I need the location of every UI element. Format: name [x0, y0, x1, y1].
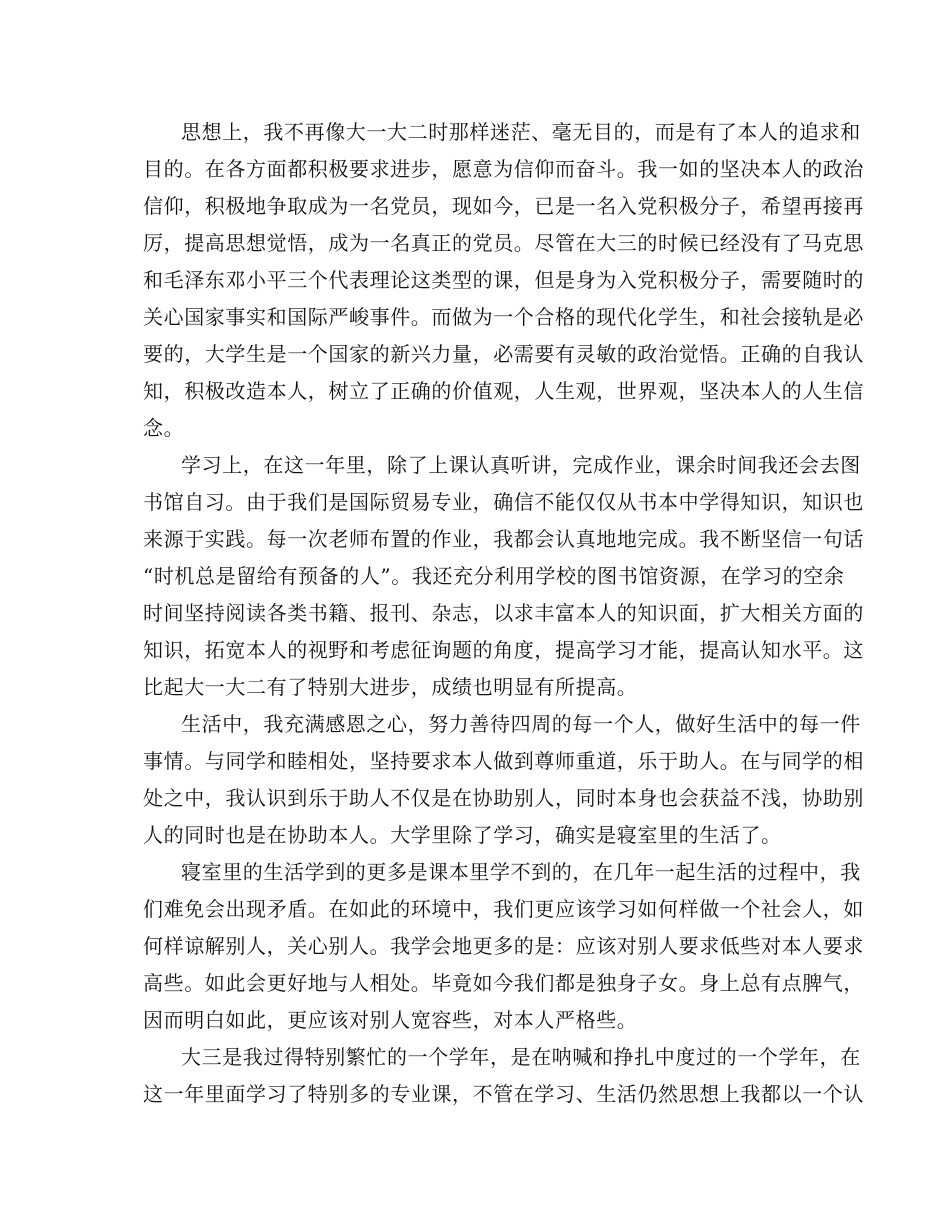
- paragraph-4-line-5: 因而明白如此，更应该对别人宽容些，对本人严格些。: [143, 1008, 638, 1032]
- paragraph-4-line-1: 寝室里的生活学到的更多是课本里学不到的，在几年一起生活的过程中，我: [181, 860, 861, 884]
- paragraph-1-line-5: 和毛泽东邓小平三个代表理论这类型的课，但是身为入党积极分子，需要随时的: [143, 268, 864, 292]
- paragraph-1-line-6: 关心国家事实和国际严峻事件。而做为一个合格的现代化学生，和社会接轨是必: [143, 305, 864, 329]
- paragraph-2-line-7: 比起大一大二有了特别大进步，成绩也明显有所提高。: [143, 675, 638, 699]
- paragraph-5-line-2: 这一年里面学习了特别多的专业课，不管在学习、生活仍然思想上我都以一个认: [143, 1082, 864, 1106]
- paragraph-1-line-1: 思想上，我不再像大一大二时那样迷茫、毫无目的，而是有了本人的追求和: [181, 120, 861, 144]
- paragraph-3-line-2: 事情。与同学和睦相处，坚持要求本人做到尊师重道，乐于助人。在与同学的相: [143, 749, 864, 773]
- paragraph-1-line-2: 目的。在各方面都积极要求进步，愿意为信仰而奋斗。我一如的坚决本人的政治: [143, 157, 864, 181]
- paragraph-2-line-3: 来源于实践。每一次老师布置的作业，我都会认真地地完成。我不断坚信一句话: [143, 527, 864, 551]
- paragraph-1-line-9: 念。: [143, 416, 185, 440]
- paragraph-4-line-2: 们难免会出现矛盾。在如此的环境中，我们更应该学习如何样做一个社会人，如: [143, 897, 864, 921]
- paragraph-2-line-2: 书馆自习。由于我们是国际贸易专业，确信不能仅仅从书本中学得知识，知识也: [143, 490, 864, 514]
- paragraph-2-line-1: 学习上，在这一年里，除了上课认真听讲，完成作业，课余时间我还会去图: [181, 453, 861, 477]
- paragraph-2-line-5: 时间坚持阅读各类书籍、报刊、杂志，以求丰富本人的知识面，扩大相关方面的: [143, 601, 864, 625]
- paragraph-3-line-3: 处之中，我认识到乐于助人不仅是在协助别人，同时本身也会获益不浅，协助别: [143, 786, 864, 810]
- paragraph-4-line-3: 何样谅解别人，关心别人。我学会地更多的是：应该对别人要求低些对本人要求: [143, 934, 864, 958]
- paragraph-2-line-6: 知识，拓宽本人的视野和考虑征询题的角度，提高学习才能，提高认知水平。这: [143, 638, 864, 662]
- paragraph-4-line-4: 高些。如此会更好地与人相处。毕竟如今我们都是独身子女。身上总有点脾气，: [143, 971, 864, 995]
- paragraph-2-line-4: “时机总是留给有预备的人”。我还充分利用学校的图书馆资源，在学习的空余: [143, 564, 845, 588]
- paragraph-5-line-1: 大三是我过得特别繁忙的一个学年，是在呐喊和挣扎中度过的一个学年，在: [181, 1045, 861, 1069]
- paragraph-3-line-4: 人的同时也是在协助本人。大学里除了学习，确实是寝室里的生活了。: [143, 823, 782, 847]
- paragraph-1-line-3: 信仰，积极地争取成为一名党员，现如今，已是一名入党积极分子，希望再接再: [143, 194, 864, 218]
- paragraph-1-line-8: 知，积极改造本人，树立了正确的价值观，人生观，世界观，坚决本人的人生信: [143, 379, 864, 403]
- paragraph-1-line-7: 要的，大学生是一个国家的新兴力量，必需要有灵敏的政治觉悟。正确的自我认: [143, 342, 864, 366]
- paragraph-1-line-4: 厉，提高思想觉悟，成为一名真正的党员。尽管在大三的时候已经没有了马克思: [143, 231, 864, 255]
- paragraph-3-line-1: 生活中，我充满感恩之心，努力善待四周的每一个人，做好生活中的每一件: [181, 712, 861, 736]
